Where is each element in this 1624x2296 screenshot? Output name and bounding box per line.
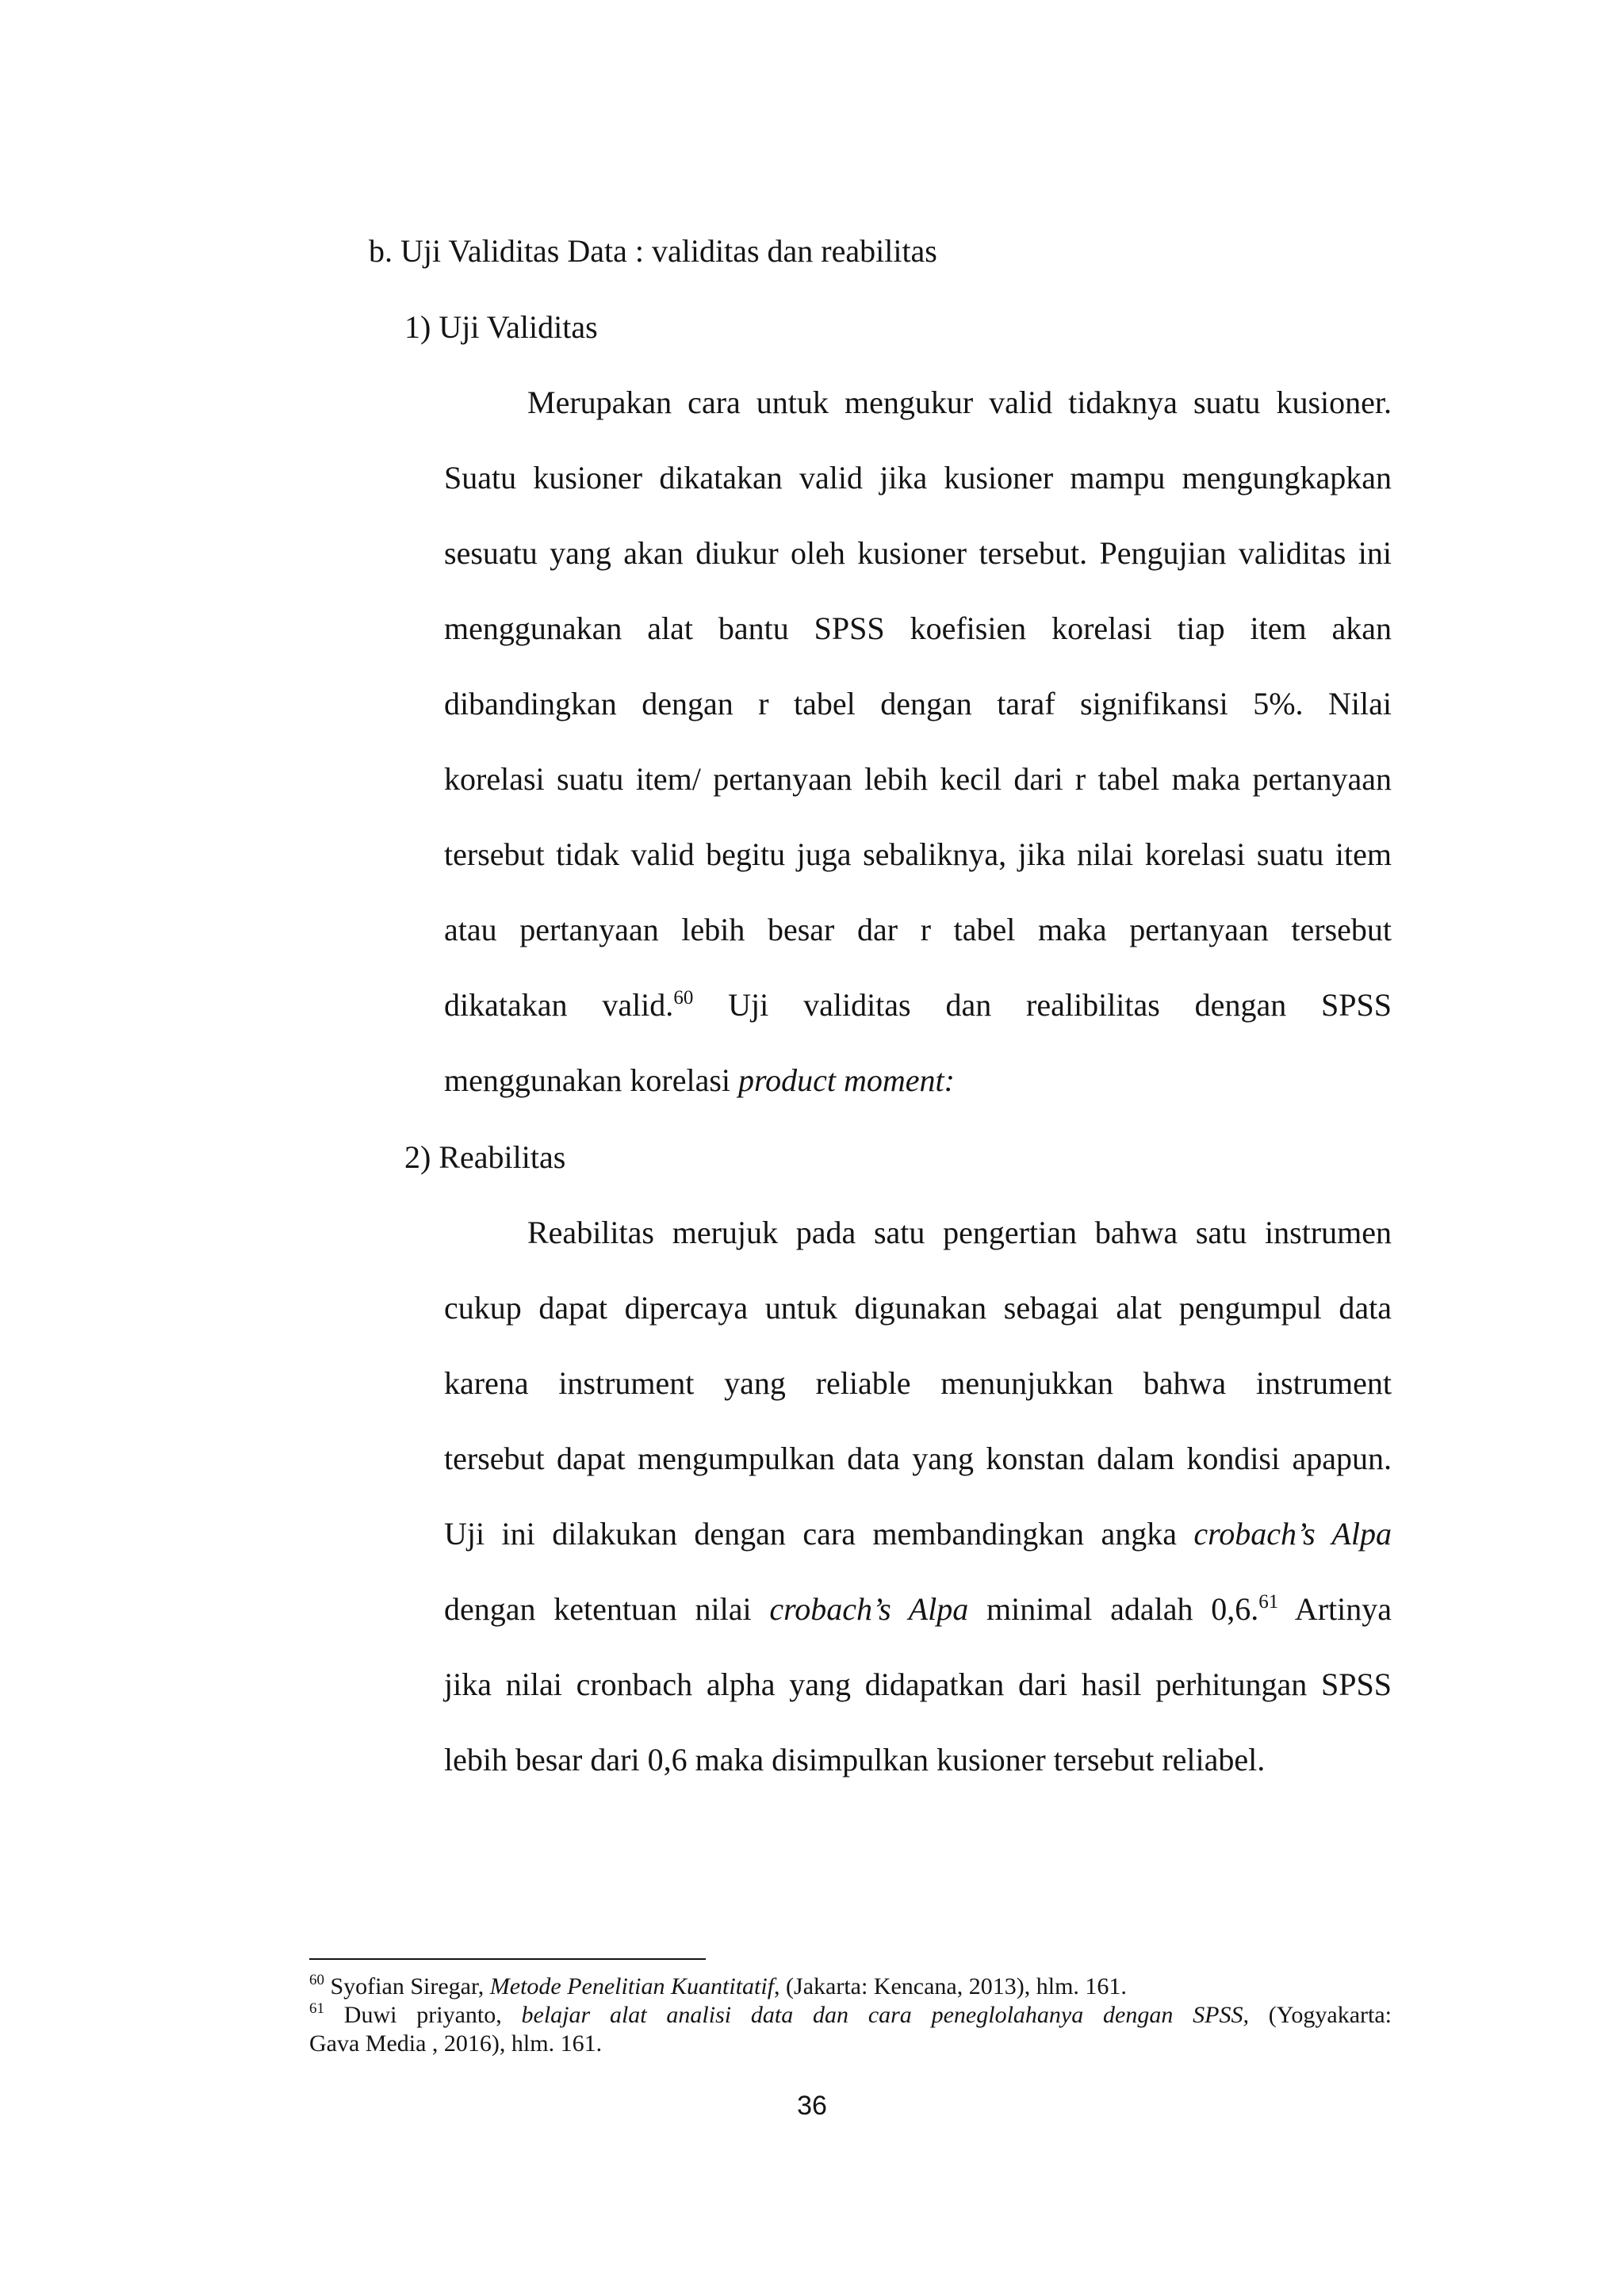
subsection-heading-reabilitas: 2) Reabilitas bbox=[404, 1139, 566, 1175]
paragraph-validitas bbox=[444, 384, 1392, 1137]
text-line: korelasi suatu item/ pertanyaan lebih kecil dari r tabel maka pertanyaan bbox=[444, 761, 1392, 797]
text-line: Merupakan cara untuk mengukur valid tidaknya suatu kusioner. bbox=[527, 385, 1392, 420]
footnote-separator bbox=[309, 1958, 706, 1960]
text-line: dikatakan valid.$^{60}$ Uji validitas dan realibilitas dengan SPSS bbox=[444, 987, 1392, 1023]
text-line: Suatu kusioner dikatakan valid jika kusioner mampu mengungkapkan bbox=[444, 460, 1392, 496]
footnote-61: $^{61}$ Duwi priyanto, belajar alat analisi data dan cara peneglolahanya dengan SPSS, (Yogyakarta: bbox=[309, 2000, 1392, 2028]
text-line: lebih besar dari 0,6 maka disimpulkan kusioner tersebut reliabel. bbox=[444, 1742, 1266, 1777]
footnote-60: $^{60}$ Syofian Siregar, Metode Penelitian Kuantitatif, (Jakarta: Kencana, 2013), hlm. 161. bbox=[309, 1972, 1127, 1999]
text-line: cukup dapat dipercaya untuk digunakan sebagai alat pengumpul data bbox=[444, 1290, 1392, 1326]
paragraph-reabilitas bbox=[444, 1214, 1392, 1816]
text-line: sesuatu yang akan diukur oleh kusioner tersebut. Pengujian validitas ini bbox=[444, 535, 1392, 571]
text-line: menggunakan alat bantu SPSS koefisien korelasi tiap item akan bbox=[444, 610, 1392, 646]
text-line: tersebut tidak valid begitu juga sebaliknya, jika nilai korelasi suatu item bbox=[444, 836, 1392, 872]
text-line: menggunakan korelasi product moment: bbox=[444, 1062, 955, 1098]
footnote-ref-60[interactable]: 60 bbox=[673, 987, 694, 1008]
text-line: Uji ini dilakukan dengan cara membandingkan angka crobach’s Alpa bbox=[444, 1516, 1392, 1552]
footnote-61-continued: Gava Media , 2016), hlm. 161. bbox=[309, 2030, 603, 2057]
footnote-ref-61[interactable]: 61 bbox=[1258, 1591, 1279, 1613]
text-line: Reabilitas merujuk pada satu pengertian bahwa satu instrumen bbox=[527, 1215, 1392, 1250]
text-line: dibandingkan dengan r tabel dengan taraf signifikansi 5%. Nilai bbox=[444, 686, 1392, 721]
section-heading: b. Uji Validitas Data : validitas dan reabilitas bbox=[369, 233, 937, 269]
text-line: tersebut dapat mengumpulkan data yang konstan dalam kondisi apapun. bbox=[444, 1441, 1392, 1476]
text-line: jika nilai cronbach alpha yang didapatkan dari hasil perhitungan SPSS bbox=[444, 1667, 1392, 1702]
subsection-heading-validitas: 1) Uji Validitas bbox=[404, 309, 598, 345]
page-number: 36 bbox=[797, 2091, 827, 2121]
text-line: atau pertanyaan lebih besar dar r tabel maka pertanyaan tersebut bbox=[444, 912, 1392, 947]
text-line: karena instrument yang reliable menunjukkan bahwa instrument bbox=[444, 1365, 1392, 1401]
text-line: dengan ketentuan nilai crobach’s Alpa minimal adalah 0,6.61 Artinya bbox=[444, 1591, 1392, 1627]
